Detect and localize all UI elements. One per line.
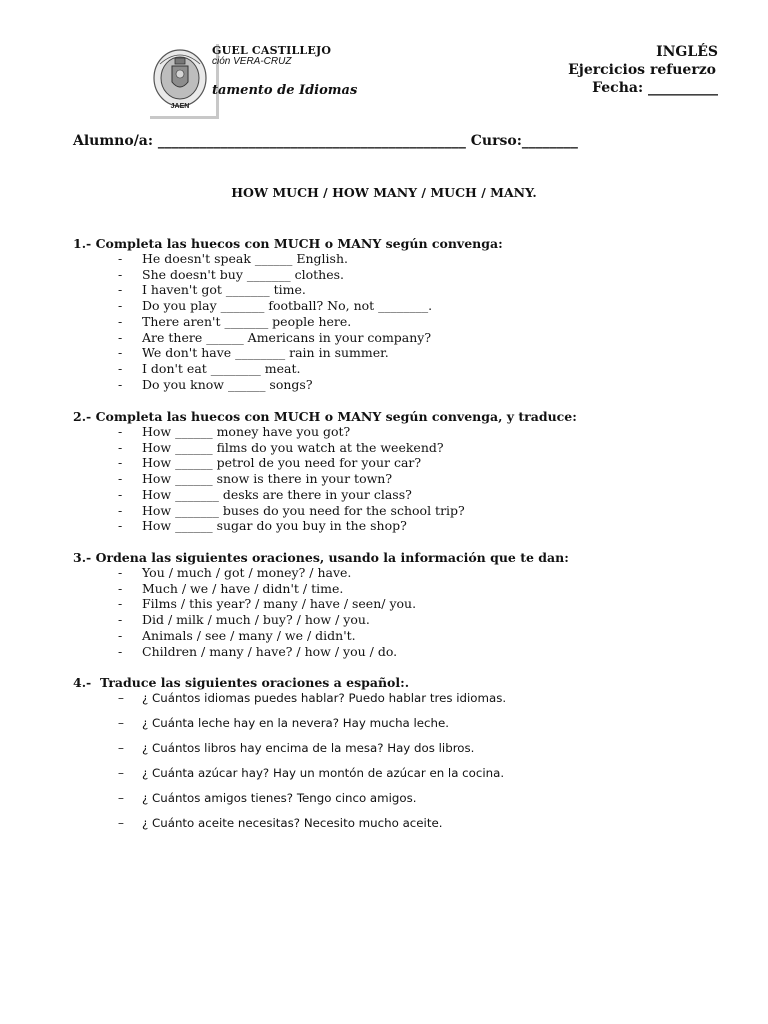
list-item <box>118 711 506 736</box>
list-item <box>118 282 432 298</box>
bullet-hyphen: - <box>118 580 123 596</box>
item-text: We don't have ________ rain in summer. <box>142 345 389 361</box>
bullet-hyphen: - <box>118 439 123 455</box>
bullet-hyphen: - <box>118 329 123 345</box>
student-line: Alumno/a: ____________________________________________ Curso:________ <box>73 133 578 149</box>
list-item <box>118 377 432 393</box>
item-text: Are there ______ Americans in your company? <box>142 329 432 345</box>
list-item <box>118 811 506 836</box>
item-text: How ______ sugar do you buy in the shop? <box>142 518 407 534</box>
date-field: Fecha: __________ <box>592 80 718 96</box>
school-logo <box>150 44 219 119</box>
item-text: How _______ desks are there in your class? <box>142 486 412 502</box>
section-1-heading: 1.- Completa las huecos con MUCH o MANY según convenga: <box>73 236 503 251</box>
item-text: ¿ Cuánta leche hay en la nevera? Hay mucha leche. <box>142 716 450 730</box>
section-2-heading: 2.- Completa las huecos con MUCH o MANY según convenga, y traduce: <box>73 409 577 424</box>
item-text: ¿ Cuántos amigos tienes? Tengo cinco amigos. <box>142 791 417 805</box>
item-text: Animals / see / many / we / didn't. <box>142 627 356 643</box>
bullet-dash: – <box>118 691 124 705</box>
list-item <box>118 761 506 786</box>
department-name: tamento de Idiomas <box>212 83 358 98</box>
list-item <box>118 267 432 283</box>
section-4-list <box>118 686 506 836</box>
list-item <box>118 361 432 377</box>
list-item <box>118 612 416 628</box>
bullet-dash: – <box>118 741 124 755</box>
list-item <box>118 518 465 534</box>
section-1-list <box>118 251 432 392</box>
item-text: Films / this year? / many / have / seen/ you. <box>142 596 417 612</box>
item-text: How _______ buses do you need for the school trip? <box>142 502 465 518</box>
list-item <box>118 503 465 519</box>
item-text: Much / we / have / didn't / time. <box>142 580 344 596</box>
school-crest-icon <box>150 44 214 114</box>
list-item <box>118 345 432 361</box>
list-item <box>118 440 465 456</box>
list-item <box>118 314 432 330</box>
bullet-hyphen: - <box>118 313 123 329</box>
bullet-hyphen: - <box>118 345 123 361</box>
item-text: There aren't _______ people here. <box>142 313 352 329</box>
item-text: How ______ snow is there in your town? <box>142 471 393 487</box>
list-item <box>118 565 416 581</box>
bullet-hyphen: - <box>118 643 123 659</box>
item-text: ¿ Cuánta azúcar hay? Hay un montón de azúcar en la cocina. <box>142 766 505 780</box>
item-text: She doesn't buy _______ clothes. <box>142 266 345 282</box>
list-item <box>118 686 506 711</box>
section-4-heading: 4.- Traduce las siguientes oraciones a español:. <box>73 675 410 690</box>
list-item <box>118 786 506 811</box>
item-text: ¿ Cuántos idiomas puedes hablar? Puedo hablar tres idiomas. <box>142 691 507 705</box>
list-item <box>118 298 432 314</box>
bullet-hyphen: - <box>118 596 123 612</box>
school-name: GUEL CASTILLEJO <box>212 44 332 57</box>
bullet-hyphen: - <box>118 282 123 298</box>
bullet-hyphen: - <box>118 251 123 266</box>
bullet-dash: – <box>118 766 124 780</box>
subject-label: INGLÉS <box>656 44 718 60</box>
item-text: Did / milk / much / buy? / how / you. <box>142 612 370 628</box>
list-item <box>118 736 506 761</box>
worksheet-type: Ejercicios refuerzo <box>568 62 716 78</box>
item-text: ¿ Cuánto aceite necesitas? Necesito mucho aceite. <box>142 816 443 830</box>
item-text: How ______ money have you got? <box>142 424 351 439</box>
item-text: He doesn't speak ______ English. <box>142 251 348 266</box>
bullet-hyphen: - <box>118 360 123 376</box>
worksheet-title: HOW MUCH / HOW MANY / MUCH / MANY. <box>231 185 537 200</box>
bullet-dash: – <box>118 716 124 730</box>
item-text: How ______ films do you watch at the weekend? <box>142 439 444 455</box>
bullet-hyphen: - <box>118 627 123 643</box>
item-text: Do you play _______ football? No, not ________. <box>142 298 433 314</box>
item-text: Children / many / have? / how / you / do. <box>142 643 398 659</box>
list-item <box>118 628 416 644</box>
bullet-hyphen: - <box>118 565 123 580</box>
list-item <box>118 251 432 267</box>
bullet-dash: – <box>118 791 124 805</box>
list-item <box>118 330 432 346</box>
item-text: I don't eat ________ meat. <box>142 360 301 376</box>
list-item <box>118 644 416 660</box>
item-text: I haven't got _______ time. <box>142 282 306 298</box>
bullet-hyphen: - <box>118 455 123 471</box>
list-item <box>118 581 416 597</box>
list-item <box>118 424 465 440</box>
bullet-hyphen: - <box>118 424 123 439</box>
bullet-hyphen: - <box>118 471 123 487</box>
bullet-hyphen: - <box>118 298 123 314</box>
bullet-hyphen: - <box>118 612 123 628</box>
bullet-dash: – <box>118 816 124 830</box>
section-3-list <box>118 565 416 659</box>
school-subtitle: ción VERA-CRUZ <box>212 56 292 67</box>
bullet-hyphen: - <box>118 376 123 392</box>
bullet-hyphen: - <box>118 486 123 502</box>
section-2-list <box>118 424 465 534</box>
item-text: You / much / got / money? / have. <box>142 565 352 580</box>
item-text: Do you know ______ songs? <box>142 376 313 392</box>
logo-text-bottom: JAEN <box>170 103 190 110</box>
bullet-hyphen: - <box>118 502 123 518</box>
list-item <box>118 455 465 471</box>
list-item <box>118 487 465 503</box>
item-text: How ______ petrol de you need for your car? <box>142 455 422 471</box>
bullet-hyphen: - <box>118 266 123 282</box>
section-3-heading: 3.- Ordena las siguientes oraciones, usando la información que te dan: <box>73 550 569 565</box>
bullet-hyphen: - <box>118 518 123 534</box>
list-item <box>118 471 465 487</box>
item-text: ¿ Cuántos libros hay encima de la mesa? Hay dos libros. <box>142 741 475 755</box>
list-item <box>118 596 416 612</box>
